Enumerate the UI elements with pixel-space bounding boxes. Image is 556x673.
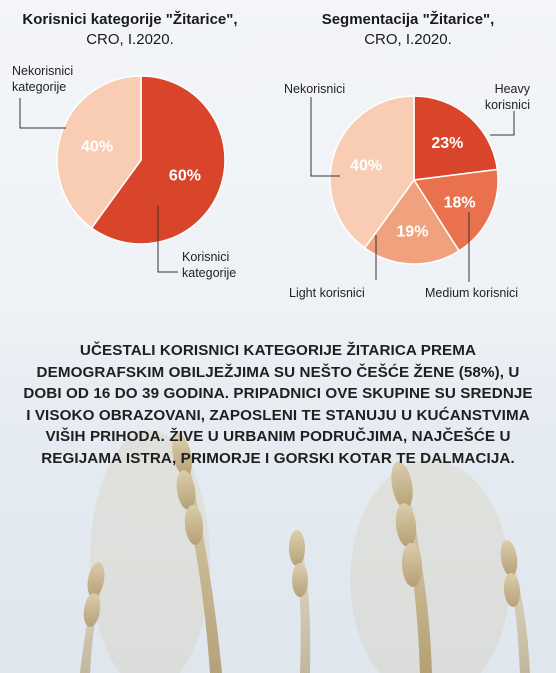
summary-paragraph — [22, 340, 534, 469]
label-left-users — [182, 249, 236, 281]
right-chart-subtitle: CRO, I.2020. — [364, 31, 452, 48]
summary-line: I VISOKO OBRAZOVANI, ZAPOSLENI TE STANUJU U KUĆANSTVIMA — [26, 406, 530, 424]
right-chart-title: Segmentacija "Žitarice", — [321, 11, 495, 28]
left-chart-subtitle: CRO, I.2020. — [86, 31, 174, 48]
label-right-heavy-line1: Heavy — [494, 82, 530, 96]
data-label-heavy-korisnici: 23% — [431, 135, 464, 153]
label-right-heavy — [474, 81, 530, 113]
label-right-nonusers: Nekorisnici — [284, 82, 346, 96]
summary-line: DOBI OD 16 DO 39 GODINA. PRIPADNICI OVE SKUPINE SU SREDNJE — [23, 385, 533, 402]
data-label-medium-korisnici: 18% — [443, 194, 476, 212]
label-left-nonusers-line1: Nekorisnici — [12, 64, 74, 78]
pie-chart-segmentation — [330, 96, 498, 264]
pie-chart-users — [57, 76, 225, 244]
pie-charts — [0, 0, 556, 320]
leader-right-heavy — [490, 111, 514, 135]
label-left-users-line2: kategorije — [182, 266, 237, 280]
summary-line: VIŠIH PRIHODA. ŽIVE U URBANIM PODRUČJIMA, NAJČEŠĆE U — [45, 428, 511, 445]
summary-line: UČESTALI KORISNICI KATEGORIJE ŽITARICA PREMA — [79, 342, 477, 359]
label-right-medium: Medium korisnici — [425, 286, 519, 300]
data-label-korisnici-kategorije: 60% — [168, 167, 201, 185]
leader-left-nonusers — [20, 98, 66, 128]
data-label-light-korisnici: 19% — [396, 223, 429, 241]
label-left-nonusers-line2: kategorije — [12, 80, 67, 94]
label-left-nonusers — [12, 63, 73, 95]
label-right-heavy-line2: korisnici — [484, 98, 530, 112]
summary-line: REGIJAMA ISTRA, PRIMORJE I GORSKI KOTAR TE DALMACIJA. — [41, 449, 515, 467]
label-left-users-line1: Korisnici — [182, 250, 230, 264]
summary-line: DEMOGRAFSKIM OBILJEŽJIMA SU NEŠTO ČEŠĆE ŽENE (58%), U — [36, 363, 520, 381]
label-right-light: Light korisnici — [289, 286, 365, 300]
data-label-nekorisnici: 40% — [350, 157, 383, 175]
data-label-nekorisnici-kategorije: 40% — [81, 138, 114, 156]
left-chart-title: Korisnici kategorije "Žitarice", — [22, 11, 238, 28]
